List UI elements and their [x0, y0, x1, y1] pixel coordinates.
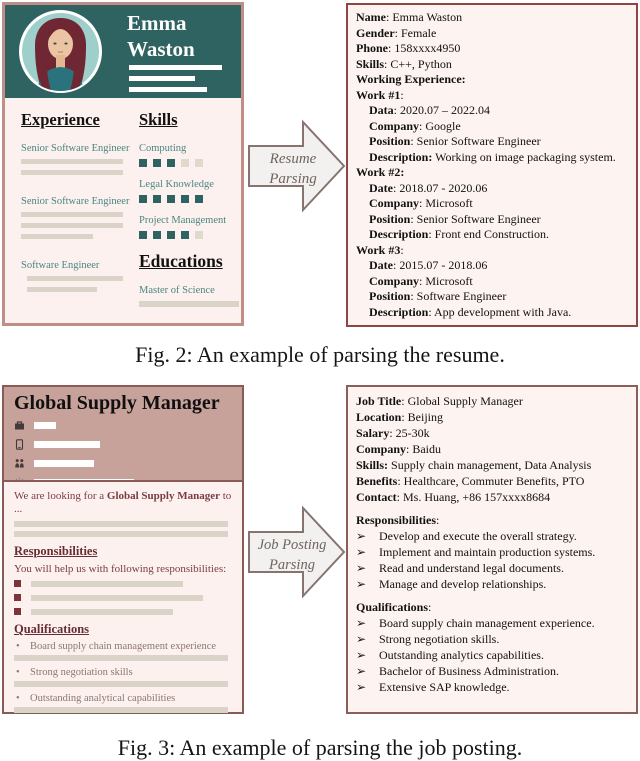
avatar: [18, 9, 103, 94]
parsed-line: Position: Software Engineer: [369, 289, 507, 303]
qualification-list: [356, 615, 631, 695]
arrow-bullet: ➢: [356, 680, 367, 694]
responsibilities-subline: You will help us with following responsibilities:: [14, 563, 227, 575]
skill-square-filled: [139, 195, 147, 203]
parsed-line: Job Title: Global Supply Manager: [356, 394, 523, 408]
skill-square-filled: [153, 159, 161, 167]
skills-column: [139, 110, 241, 307]
job-meta-row: [14, 439, 232, 450]
qualification-item: ➢ Bachelor of Business Administration.: [356, 664, 559, 678]
parsed-job-box: [346, 385, 638, 714]
arrow-bullet: ➢: [356, 648, 367, 662]
placeholder-bar: [21, 170, 123, 175]
resume-card: [2, 2, 244, 326]
skill-square-filled: [167, 159, 175, 167]
parsed-line: Company: Baidu: [356, 442, 442, 456]
bullet-dot: •: [16, 667, 20, 678]
placeholder-bar: [21, 212, 123, 217]
parsed-line: Company: Microsoft: [369, 273, 473, 288]
arrow-bullet: ➢: [356, 529, 367, 543]
parsed-line: Company: Google: [369, 118, 461, 133]
skill-square-filled: [153, 195, 161, 203]
responsibility-list: [356, 528, 631, 592]
tablet-icon: [14, 439, 25, 450]
resume-name: [127, 10, 195, 63]
parsed-line: Description: Working on image packaging system.: [369, 149, 616, 164]
qualification-item: ➢ Board supply chain management experience.: [356, 616, 595, 630]
skill-level-squares: [139, 231, 241, 239]
experience-column: [21, 110, 133, 313]
parsed-line: Description: Front end Construction.: [369, 227, 549, 241]
parsed-resume-box: [346, 3, 638, 327]
skill-item: Project Management: [139, 215, 241, 239]
placeholder-bar: [31, 581, 183, 587]
job-intro-line: We are looking for a Global Supply Manager to ...: [14, 490, 232, 515]
parsed-line: Work #3:: [356, 242, 404, 257]
responsibility-item: ➢ Develop and execute the overall strategy.: [356, 529, 577, 543]
degree-label: Master of Science: [139, 285, 215, 296]
arrow-label-line1: Resume: [269, 151, 317, 167]
responsibility-item: ➢ Implement and maintain production systems.: [356, 545, 596, 559]
parsed-line: Date: 2018.07 - 2020.06: [369, 180, 488, 195]
skill-square-filled: [153, 231, 161, 239]
placeholder-bar: [27, 276, 123, 281]
arrow-bullet: ➢: [356, 561, 367, 575]
resume-card-body: [5, 98, 241, 326]
parsed-line: Gender: Female: [356, 25, 437, 40]
resume-card-header: [5, 5, 241, 98]
placeholder-bar: [21, 234, 93, 239]
skill-square-filled: [195, 195, 203, 203]
parsed-line: Skills: C++, Python: [356, 56, 452, 71]
job-card-body: [4, 482, 242, 727]
placeholder-bar: [129, 76, 195, 81]
placeholder-bar: [139, 301, 239, 307]
qualification-item: ➢ Strong negotiation skills.: [356, 632, 500, 646]
responsibility-placeholder: [14, 608, 232, 615]
skill-square-empty: [181, 159, 189, 167]
placeholder-bar: [34, 441, 100, 448]
arrow-bullet: ➢: [356, 545, 367, 559]
experience-entry: Software Engineer: [21, 260, 133, 292]
responsibility-placeholder: [14, 594, 232, 601]
responsibilities-heading: Responsibilities: [14, 544, 98, 558]
parsed-line: Location: Beijing: [356, 410, 444, 424]
job-field-list: [356, 393, 631, 505]
parsed-line: Benefits: Healthcare, Commuter Benefits, PTO: [356, 474, 585, 488]
skill-level-squares: [139, 159, 241, 167]
resume-name-last: Waston: [127, 37, 195, 62]
skill-level-squares: [139, 195, 241, 203]
parsed-line: Position: Senior Software Engineer: [369, 134, 541, 148]
job-meta-row: [14, 458, 232, 469]
placeholder-bar: [129, 65, 222, 70]
skill-square-empty: [195, 231, 203, 239]
responsibility-item: ➢ Manage and develop relationships.: [356, 577, 547, 591]
bullet-square: [14, 608, 21, 615]
parsed-line: Position: Senior Software Engineer: [369, 211, 541, 226]
qualification-item: • Outstanding analytical capabilities: [14, 693, 232, 713]
skill-square-filled: [167, 231, 175, 239]
skill-square-filled: [139, 231, 147, 239]
spacer: [356, 592, 631, 599]
parsed-line: Phone: 158xxxx4950: [356, 41, 461, 55]
skills-heading: Skills: [139, 110, 178, 129]
parsed-line: Name: Emma Waston: [356, 10, 463, 24]
team-icon: [14, 458, 25, 469]
qualification-item: ➢ Extensive SAP knowledge.: [356, 680, 510, 694]
placeholder-bar: [14, 707, 228, 713]
arrow-label-line2: Parsing: [269, 171, 317, 187]
skill-item: Legal Knowledge: [139, 179, 241, 203]
educations-heading: Educations: [139, 251, 223, 271]
parsed-line: Data: 2020.07 – 2022.04: [369, 103, 491, 117]
job-card-header: [4, 387, 242, 482]
placeholder-bar: [27, 287, 97, 292]
responsibility-placeholder: [14, 580, 232, 587]
skill-item: Computing: [139, 143, 241, 167]
parsed-line: Work #2:: [356, 165, 405, 179]
contact-placeholder-bars: [129, 65, 222, 98]
responsibility-item: ➢ Read and understand legal documents.: [356, 561, 564, 575]
resume-name-first: Emma: [127, 11, 187, 35]
placeholder-bar: [34, 422, 56, 429]
placeholder-bar: [14, 655, 228, 661]
skill-square-empty: [195, 159, 203, 167]
qualifications-heading: Qualifications:: [356, 600, 432, 614]
experience-entry: Senior Software Engineer: [21, 196, 133, 239]
skill-square-filled: [181, 231, 189, 239]
resume-parsing-arrow: [247, 114, 347, 219]
arrow-bullet: ➢: [356, 664, 367, 678]
placeholder-bar: [129, 87, 207, 92]
bullet-dot: •: [16, 641, 20, 652]
parsed-line: Contact: Ms. Huang, +86 157xxxx8684: [356, 490, 551, 504]
placeholder-bar: [21, 159, 123, 164]
parsed-line: Salary: 25-30k: [356, 426, 430, 440]
parsed-line: Date: 2015.07 - 2018.06: [369, 258, 488, 272]
placeholder-bar: [14, 521, 228, 527]
job-title: Global Supply Manager: [14, 392, 220, 414]
placeholder-bar: [31, 595, 203, 601]
qualification-item: • Strong negotiation skills: [14, 667, 232, 687]
placeholder-bar: [14, 681, 228, 687]
placeholder-bar: [14, 531, 228, 537]
arrow-label-line2: Parsing: [269, 557, 315, 573]
qualifications-heading: Qualifications: [14, 622, 90, 636]
parsed-line: Skills: Supply chain management, Data Analysis: [356, 458, 592, 472]
arrow-bullet: ➢: [356, 616, 367, 630]
bullet-dot: •: [16, 693, 20, 704]
briefcase-icon: [14, 420, 25, 431]
fig2-caption: Fig. 2: An example of parsing the resume.: [135, 342, 505, 367]
job-posting-parsing-arrow: [247, 500, 347, 605]
skill-square-filled: [139, 159, 147, 167]
arrow-bullet: ➢: [356, 577, 367, 591]
arrow-bullet: ➢: [356, 632, 367, 646]
qualification-item: ➢ Outstanding analytics capabilities.: [356, 648, 544, 662]
placeholder-bar: [34, 460, 94, 467]
placeholder-bar: [31, 609, 173, 615]
parsed-line: Work #1:: [356, 87, 404, 102]
fig3-caption: Fig. 3: An example of parsing the job posting.: [117, 735, 523, 760]
skill-square-filled: [181, 195, 189, 203]
responsibilities-heading: Responsibilities:: [356, 513, 440, 527]
parsed-line: Description: App development with Java.: [369, 304, 572, 319]
parsed-line: Working Experience:: [356, 72, 466, 86]
bullet-square: [14, 580, 21, 587]
job-meta-row: [14, 420, 232, 431]
job-posting-card: [2, 385, 244, 714]
placeholder-bar: [21, 223, 123, 228]
parsed-line: Company: Microsoft: [369, 196, 473, 210]
skill-square-filled: [167, 195, 175, 203]
spacer: [356, 505, 631, 512]
arrow-label-line1: Job Posting: [257, 537, 327, 553]
experience-heading: Experience: [21, 110, 100, 129]
qualification-list: [14, 641, 232, 713]
bullet-square: [14, 594, 21, 601]
qualification-item: • Board supply chain management experience: [14, 641, 232, 661]
experience-entry: Senior Software Engineer: [21, 143, 133, 175]
